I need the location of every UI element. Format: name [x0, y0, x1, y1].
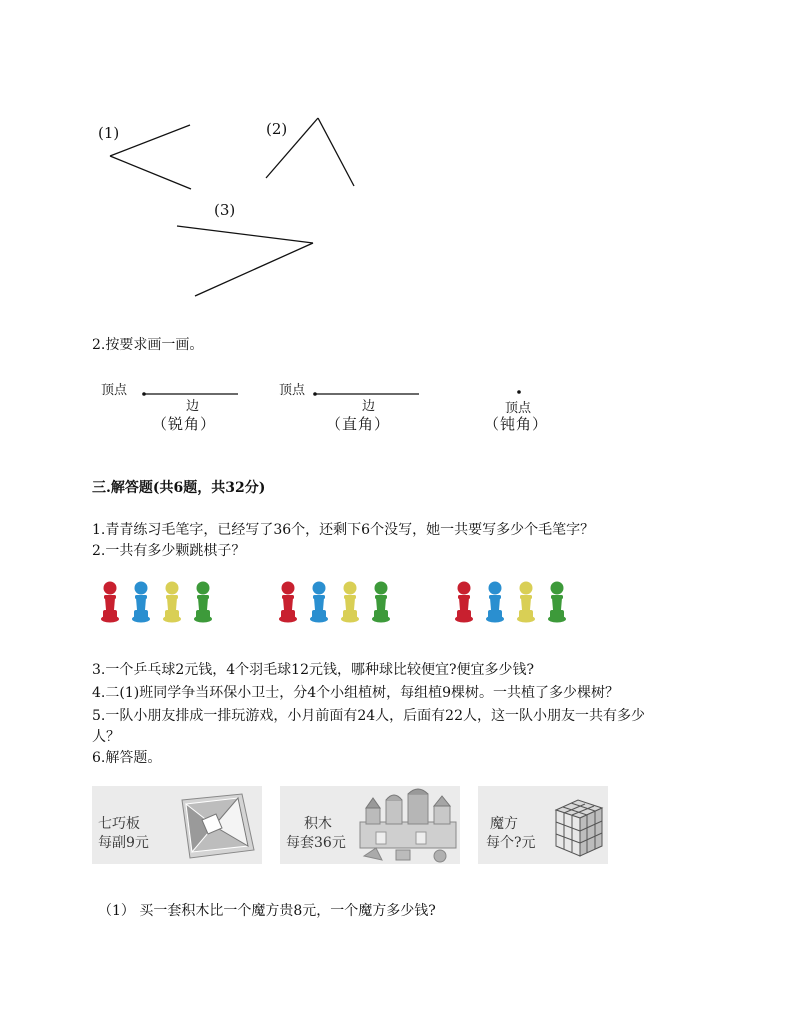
checker-piece [486, 582, 504, 623]
question-2: 2.一共有多少颗跳棋子？ [92, 543, 246, 559]
vertex-label-right: 顶点 [279, 383, 306, 398]
checker-piece [310, 582, 328, 623]
blocks-name: 积木 [304, 816, 332, 832]
tangram-icon [172, 792, 258, 862]
angle-figures [0, 0, 794, 310]
angle-1-label: (1) [98, 124, 120, 142]
checker-piece [194, 582, 212, 623]
section-3-heading: 三.解答题(共6题，共32分) [92, 480, 266, 496]
vertex-label-obtuse: 顶点 [505, 401, 532, 416]
angle-2-label: (2) [266, 120, 288, 138]
checker-piece [455, 582, 473, 623]
draw-section-title: 2.按要求画一画。 [92, 337, 204, 353]
angle-3-ray-upper [177, 226, 313, 243]
angle-3-ray-lower [195, 243, 313, 296]
rubiks-cube-icon [552, 794, 606, 860]
sub-question-1: （1） 买一套积木比一个魔方贵8元，一个魔方多少钱? [98, 903, 436, 919]
angle-1-ray-lower [110, 156, 191, 189]
cube-name: 魔方 [490, 816, 518, 832]
angle-name-right: （直角） [326, 415, 391, 433]
checker-piece [341, 582, 359, 623]
side-label-right: 边 [362, 399, 376, 414]
angle-2-ray-right [318, 118, 354, 186]
checker-piece [279, 582, 297, 623]
product-panel-blocks [280, 786, 460, 864]
question-6: 6.解答题。 [92, 750, 162, 766]
checker-piece [132, 582, 150, 623]
checker-piece [163, 582, 181, 623]
question-5-line-2: 人？ [92, 729, 120, 745]
cube-price: 每个?元 [486, 835, 536, 851]
question-3: 3.一个乒乓球2元钱，4个羽毛球12元钱，哪种球比较便宜?便宜多少钱? [92, 662, 534, 678]
checker-piece [101, 582, 119, 623]
tangram-name: 七巧板 [98, 816, 140, 832]
angle-name-acute: （锐角） [152, 415, 217, 433]
question-5-line-1: 5.一队小朋友排成一排玩游戏，小月前面有24人，后面有22人，这一队小朋友一共有多少 [92, 708, 645, 724]
product-panel-cube [478, 786, 608, 864]
checker-piece [372, 582, 390, 623]
angle-3-label: (3) [214, 201, 236, 219]
tangram-price: 每副9元 [98, 835, 149, 851]
checker-piece [517, 582, 535, 623]
blocks-icon [356, 788, 460, 864]
angle-1-ray-upper [110, 125, 190, 156]
checker-pieces [0, 576, 794, 626]
vertex-label-acute: 顶点 [101, 383, 128, 398]
product-panel-tangram [92, 786, 262, 864]
angle-name-obtuse: （钝角） [484, 415, 549, 433]
checker-piece [548, 582, 566, 623]
side-label-acute: 边 [186, 399, 200, 414]
blocks-price: 每套36元 [286, 835, 346, 851]
question-4: 4.二(1)班同学争当环保小卫士，分4个小组植树，每组植9棵树。一共植了多少棵树？ [92, 685, 620, 701]
question-1: 1.青青练习毛笔字，已经写了36个，还剩下6个没写，她一共要写多少个毛笔字？ [92, 522, 595, 538]
